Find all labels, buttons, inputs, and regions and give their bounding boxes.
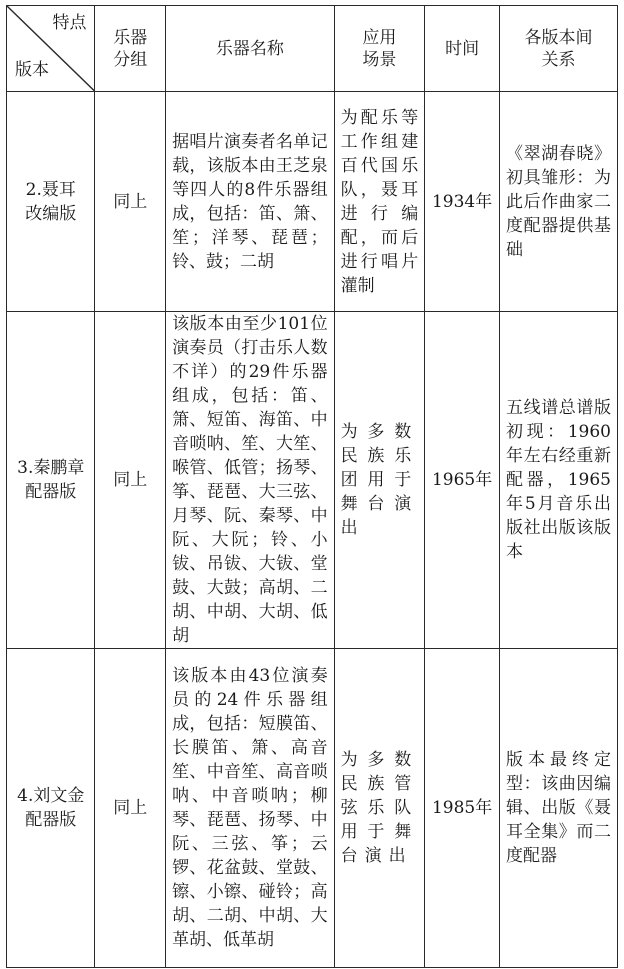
relation-cell: 《翠湖春晓》初具雏形：为此后作曲家二度配器提供基础 [499,92,617,312]
scene-cell: 为配乐等工作组建百代国乐队，聂耳进行编配，而后进行唱片灌制 [334,92,425,312]
version-cell: 3.秦鹏章 配器版 [7,312,95,649]
header-scene: 应用 场景 [334,6,425,92]
header-group: 乐器 分组 [95,6,166,92]
instrument-version-table [6,5,618,968]
table-header-row [7,6,618,92]
corner-bottom-label: 版本 [15,60,49,80]
time-cell: 1985年 [425,649,500,968]
diagonal-corner-header [7,6,95,92]
group-cell: 同上 [95,649,166,968]
version-cell: 4.刘文金 配器版 [7,649,95,968]
header-relation: 各版本间 关系 [499,6,617,92]
corner-top-label: 特点 [52,13,87,33]
group-cell: 同上 [95,92,166,312]
table-row [7,649,618,968]
relation-cell: 五线谱总谱版初现：1960年左右经重新配器，1965年5月音乐出版社出版该版本 [499,312,617,649]
group-cell: 同上 [95,312,166,649]
relation-cell: 版本最终定型：该曲因编辑、出版《聂耳全集》而二度配器 [499,649,617,968]
time-cell: 1934年 [425,92,500,312]
header-time: 时间 [425,6,500,92]
time-cell: 1965年 [425,312,500,649]
instruments-cell: 该版本由至少101位演奏员（打击乐人数不详）的29件乐器组成，包括：笛、箫、短笛、海笛、中音唢呐、笙、大笙、喉管、低管；扬琴、筝、琵琶、大三弦、月琴、阮、秦琴、中阮、大阮；铃、小钹、吊钹、大钹、堂鼓、大鼓；高胡、二胡、中胡、大胡、低胡 [166,312,335,649]
instruments-cell: 该版本由43位演奏员的24件乐器组成，包括：短膜笛、长膜笛、箫、高音笙、中音笙、高音唢呐、中音唢呐；柳琴、琵琶、扬琴、中阮、三弦、筝；云锣、花盆鼓、堂鼓、镲、小镲、碰铃；高胡、二胡、中胡、大革胡、低革胡 [166,649,335,968]
scene-cell: 为多数民族乐团用于舞台演出 [334,312,425,649]
scene-cell: 为多数民族管弦乐队用于舞台演出 [334,649,425,968]
instruments-cell: 据唱片演奏者名单记载，该版本由王芝泉等四人的8件乐器组成，包括：笛、箫、笙；洋琴、琵琶；铃、鼓；二胡 [166,92,335,312]
version-cell: 2.聂耳 改编版 [7,92,95,312]
header-names: 乐器名称 [166,6,335,92]
table-row [7,92,618,312]
table-row [7,312,618,649]
